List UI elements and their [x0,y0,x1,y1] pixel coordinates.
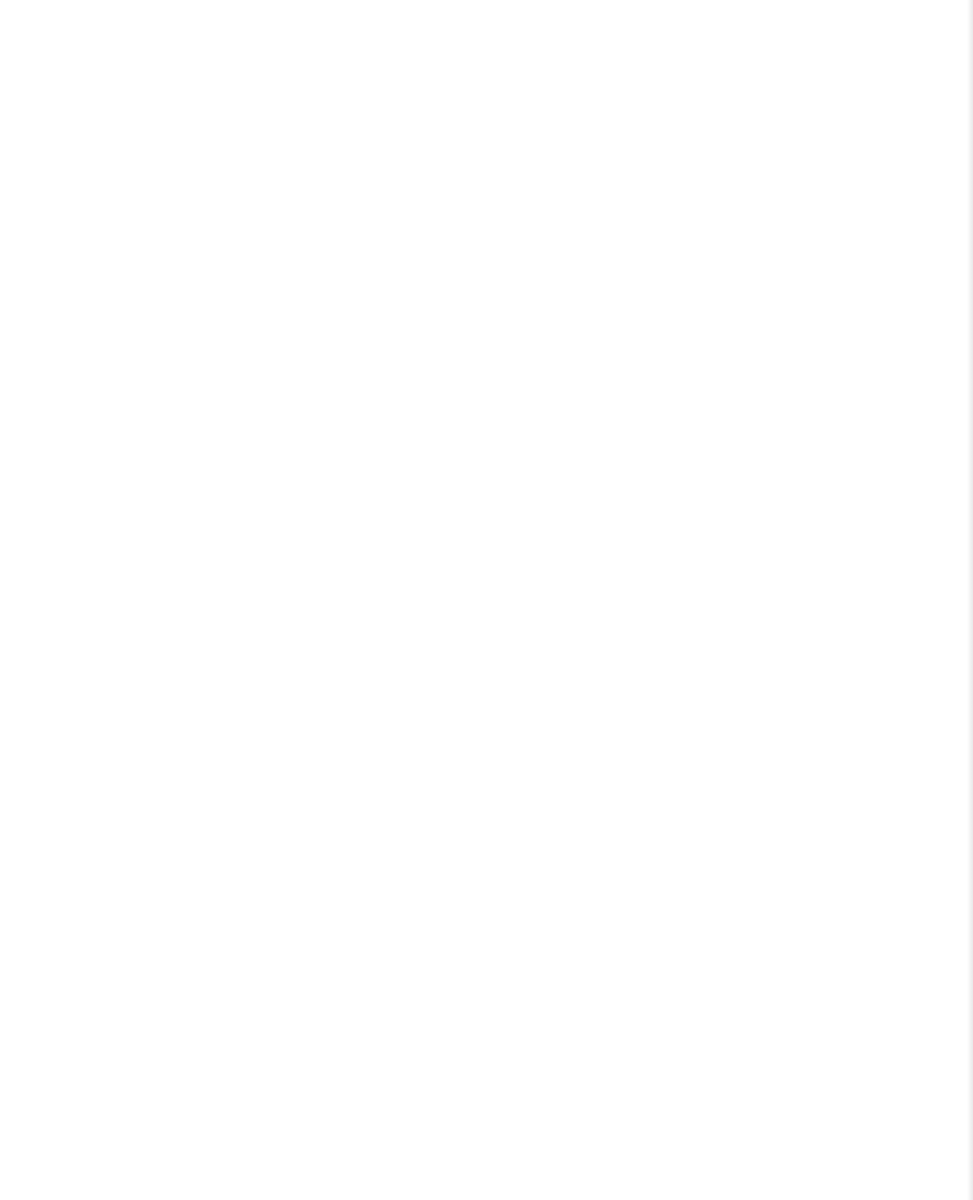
page-edge [967,0,973,1200]
